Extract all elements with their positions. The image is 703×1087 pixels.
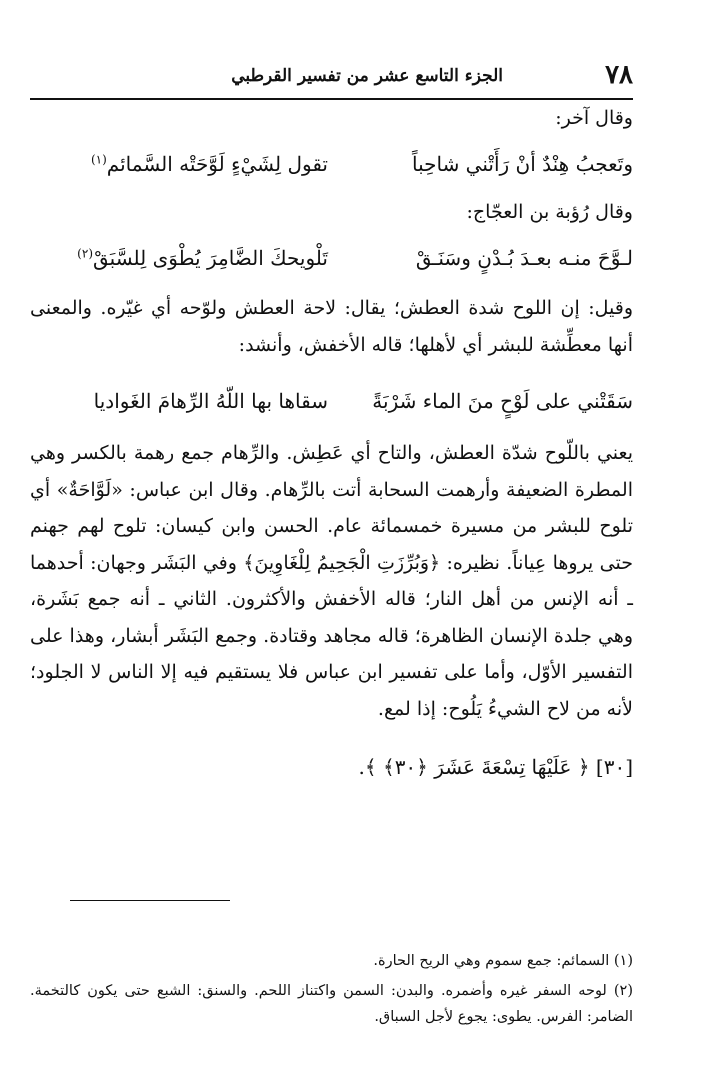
poetry-verse-2: [30, 232, 633, 288]
verse-3-second-hemistich: سقاها بها اللّهُ الرِّهامَ الغَواديا: [93, 389, 328, 413]
footnote-divider: [70, 900, 230, 901]
quran-verse-30: [٣٠] ﴿ عَلَيْهَا تِسْعَةَ عَشَرَ ﴿٣٠﴾ ﴾.: [358, 755, 633, 779]
page-header: [30, 58, 633, 100]
poetry-verse-1: [30, 138, 633, 194]
footnote-ref-1: (١): [90, 152, 107, 167]
poetry-verse-3: [30, 375, 633, 431]
verse-2-second-text: تَلْويحكَ الضَّامِرَ يُطْوَى لِلسَّبَقْ: [93, 246, 328, 270]
footnote-2: (٢) لوحه السفر غيره وأضمره. والبدن: السمن واكتناز اللحم. والسنق: الشبع حتى يكون كالتخمة. الضامر: الفرس. يطوى: يجوع لأجل السباق.: [30, 983, 633, 1025]
footnote-1: (١) السمائم: جمع سموم وهي الريح الحارة.: [373, 953, 633, 969]
running-title: الجزء التاسع عشر من تفسير القرطبي: [231, 66, 503, 86]
verse-2-first-hemistich: لـوَّحَ منـه بعـدَ بُـدْنٍ وسَنَـقْ: [415, 246, 633, 270]
verse-intro-2: وقال رُؤبة بن العجّاج:: [466, 201, 633, 223]
verse-intro-1: وقال آخر:: [555, 107, 633, 129]
footnotes: [30, 948, 633, 1034]
commentary-paragraph-2: يعني باللّوح شدّة العطش، والتاح أي عَطِش. والرِّهام جمع رهمة بالكسر وهي المطرة الضعيفة وأرهمت السحابة أتت بالرِّهام. وقال ابن عباس: «لَوَّاحَةٌ» أي تلوح للبشر من مسيرة خمسمائة عام. الحسن وابن كيسان: تلوح لهم جهنم حتى يروها عِياناً. نظيره: ﴿وَبُرِّزَتِ الْجَحِيمُ لِلْغَاوِينَ﴾ وفي البَشَر وجهان: أحدهما ـ أنه الإنس من أهل النار؛ قاله الأخفش والأكثرون. الثاني ـ أنه جمع بَشَرة، وهي جلدة الإنسان الظاهرة؛ قاله مجاهد وقتادة. وجمع البَشَر أبشار، وهذا على التفسير الأوّل، وأما على تفسير ابن عباس فلا يستقيم فيه إلا الناس لا الجلود؛ لأنه من لاح الشيءُ يَلُوح: إذا لمع.: [30, 442, 633, 720]
verse-3-first-hemistich: سَقَتْني على لَوْحٍ منَ الماء شَرْبَةً: [372, 389, 633, 413]
verse-1-first-hemistich: وتَعجبُ هِنْدٌ أنْ رَأَتْني شاحِباً: [411, 152, 633, 176]
verse-1-second-hemistich: [91, 152, 328, 176]
page-number: ٧٨: [605, 60, 633, 90]
commentary-paragraph-1: وقيل: إن اللوح شدة العطش؛ يقال: لاحة العطش ولوّحه أي غيّره. والمعنى أنها معطِّشة للبشر أي لأهلها؛ قاله الأخفش، وأنشد:: [30, 297, 633, 356]
page-body: [30, 100, 633, 791]
verse-1-second-text: تقول لِشَيْءٍ لَوَّحَتْه السَّمائم: [106, 152, 328, 176]
footnote-ref-2: (٢): [77, 246, 93, 261]
verse-2-second-hemistich: [77, 246, 328, 270]
